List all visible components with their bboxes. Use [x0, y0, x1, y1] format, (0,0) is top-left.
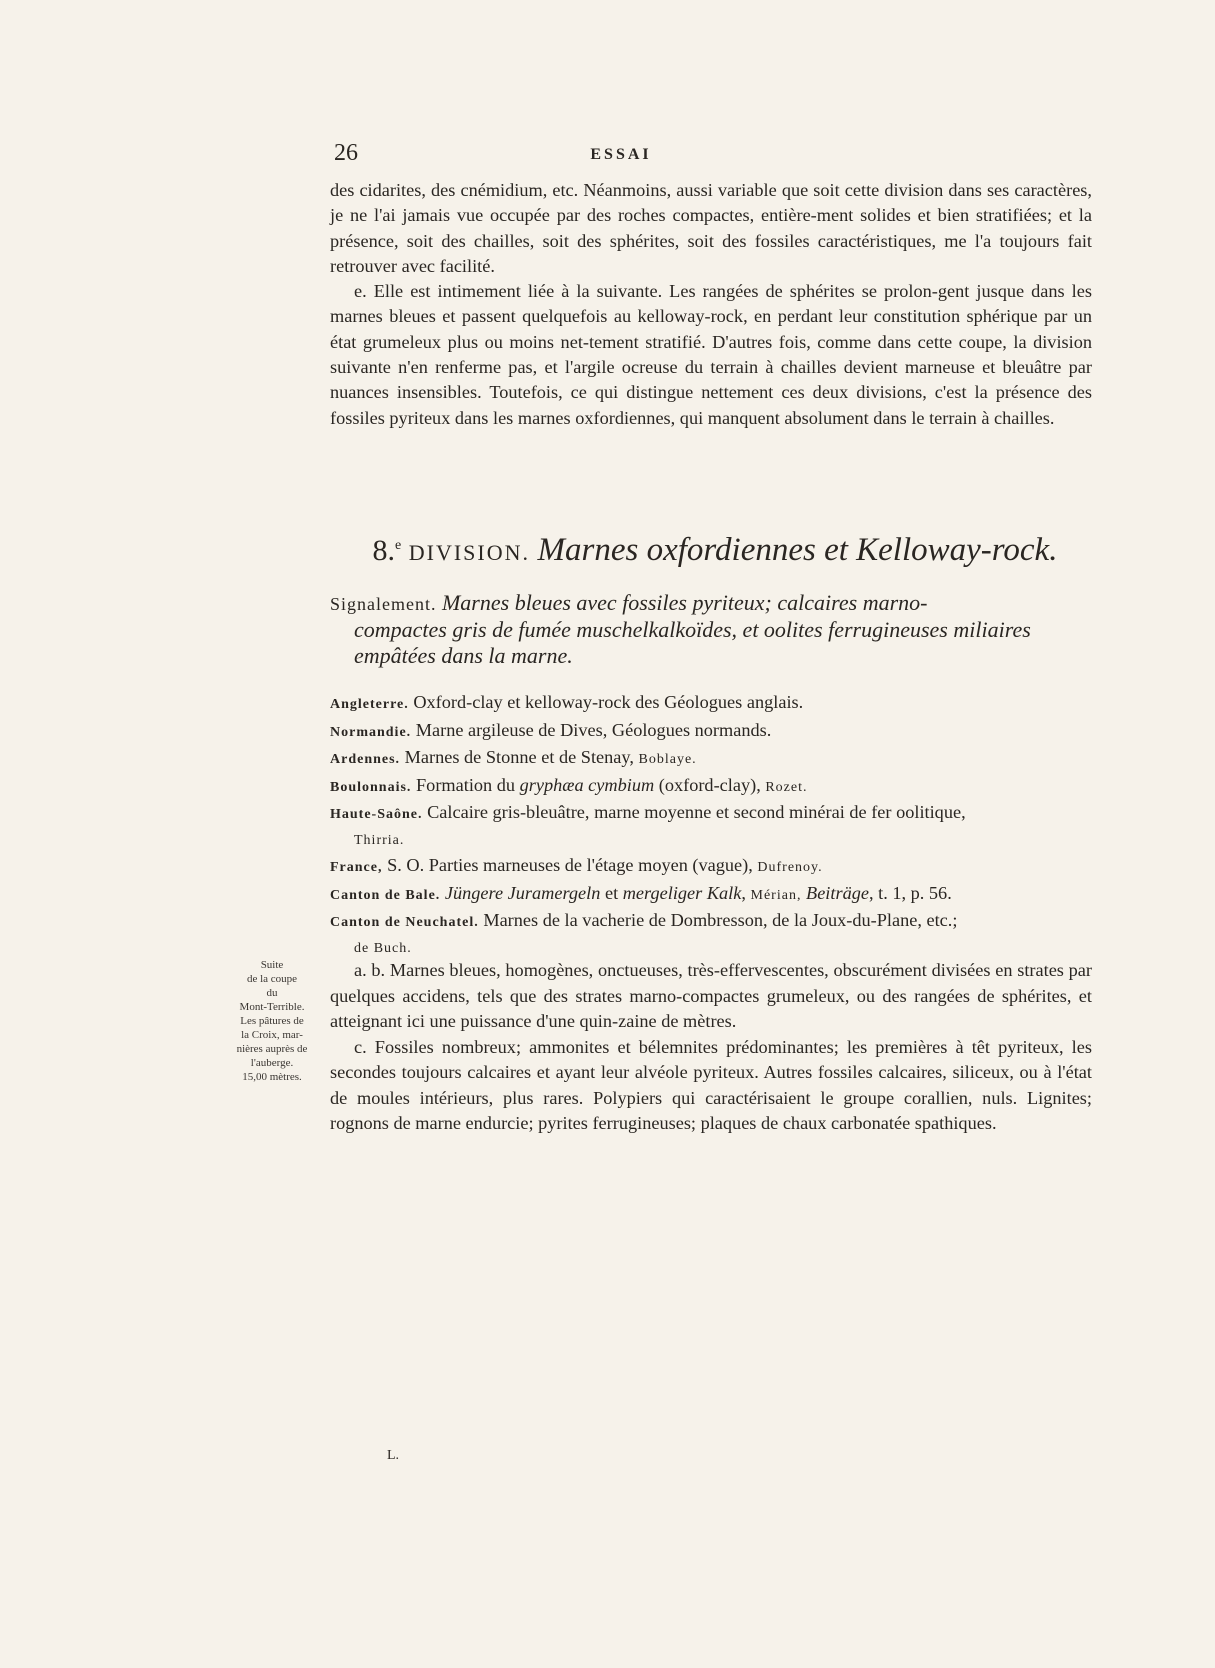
signalement-continuation: compactes gris de fumée muschelkalkoïdes, et oolites ferrugineuses miliaires empâtées dans la marne. [354, 617, 1031, 668]
division-label: DIVISION. [408, 540, 531, 565]
running-title: ESSAI [590, 146, 652, 163]
synonymy-entry: Normandie. Marne argileuse de Dives, Géologues normands. [330, 719, 772, 740]
division-heading [334, 528, 1096, 571]
synonymy-entry: Canton de Neuchatel. Marnes de la vacherie de Dombresson, de la Joux-du-Plane, etc.; de Buch. [330, 910, 958, 956]
continuation-paragraph: des cidarites, des cnémidium, etc. Néanmoins, aussi variable que soit cette division dans ses caractères, je ne l'ai jamais vue occupée par des roches compactes, entière-ment solides et bien stratifiées; et la présence, soit des chailles, soit des sphérites, soit des fossiles caractéristiques, me l'a toujours fait retrouver avec facilité. [330, 180, 1092, 276]
top-text [330, 178, 1092, 431]
section-text [330, 958, 1092, 1137]
synonymy-entry: France, S. O. Parties marneuses de l'étage moyen (vague), Dufrenoy. [330, 855, 823, 875]
signalement [330, 590, 1092, 669]
signalement-label: Signalement. [330, 594, 437, 614]
synonymy-entry: Angleterre. Oxford-clay et kelloway-rock des Géologues anglais. [330, 692, 804, 712]
page-header [334, 140, 908, 170]
signalement-text: Marnes bleues avec fossiles pyriteux; calcaires marno- [441, 590, 928, 615]
synonymy-entry: Boulonnais. Formation du gryphæa cymbium (oxford-clay), Rozet. [330, 774, 808, 795]
synonymy-entry: Haute-Saône. Calcaire gris-bleuâtre, marne moyenne et second minérai de fer oolitique, Thirria. [330, 802, 966, 848]
signature-mark: L. [387, 1448, 400, 1463]
division-sup: e [395, 538, 402, 553]
synonymy-entry: Ardennes. Marnes de Stonne et de Stenay, Boblaye. [330, 747, 697, 767]
paragraph-e: e. Elle est intimement liée à la suivante. Les rangées de sphérites se prolon-gent jusque dans les marnes bleues et passent quelquefois au kelloway-rock, en perdant leur constitution sphérique par un état grumeleux plus ou moins net-tement stratifié. D'autres fois, comme dans cette coupe, la division suivante n'en renferme pas, et l'argile ocreuse du terrain à chailles devient marneuse et bleuâtre par nuances insensibles. Toutefois, ce qui distingue nettement ces deux divisions, c'est la présence des fossiles pyriteux dans les marnes oxfordiennes, qui manquent absolument dans le terrain à chailles. [330, 281, 1092, 428]
division-title: Marnes oxfordiennes et Kelloway-rock. [537, 532, 1058, 568]
division-number: 8. [372, 534, 396, 567]
synonymy-list [330, 690, 1092, 961]
paragraph-c: c. Fossiles nombreux; ammonites et bélemnites prédominantes; les premières à têt pyriteux, les secondes toujours calcaires et ayant leur alvéole pyriteux. Autres fossiles calcaires, siliceux, ou à l'état de moules intérieurs, plus rares. Polypiers qui caractérisaient le groupe corallien, nuls. Lignites; rognons de marne endurcie; pyrites ferrugineuses; plaques de chaux carbonatée spathiques. [330, 1036, 1092, 1133]
margin-note: Suite de la coupe du Mont-Terrible. Les pâtures de la Croix, mar- nières auprès de l'auberge. 15,00 mètres. [236, 959, 308, 1083]
paragraph-ab: a. b. Marnes bleues, homogènes, onctueuses, très-effervescentes, obscurément divisées en strates par quelques accidens, tels que des strates marno-compactes grumeleux, ou des rangées de sphérites, et atteignant ici une puissance d'une quin-zaine de mètres. [330, 960, 1092, 1031]
synonymy-entry: Canton de Bale. Jüngere Juramergeln et mergeliger Kalk, Mérian, Beiträge, t. 1, p. 56. [330, 882, 952, 903]
page-number: 26 [334, 140, 358, 166]
